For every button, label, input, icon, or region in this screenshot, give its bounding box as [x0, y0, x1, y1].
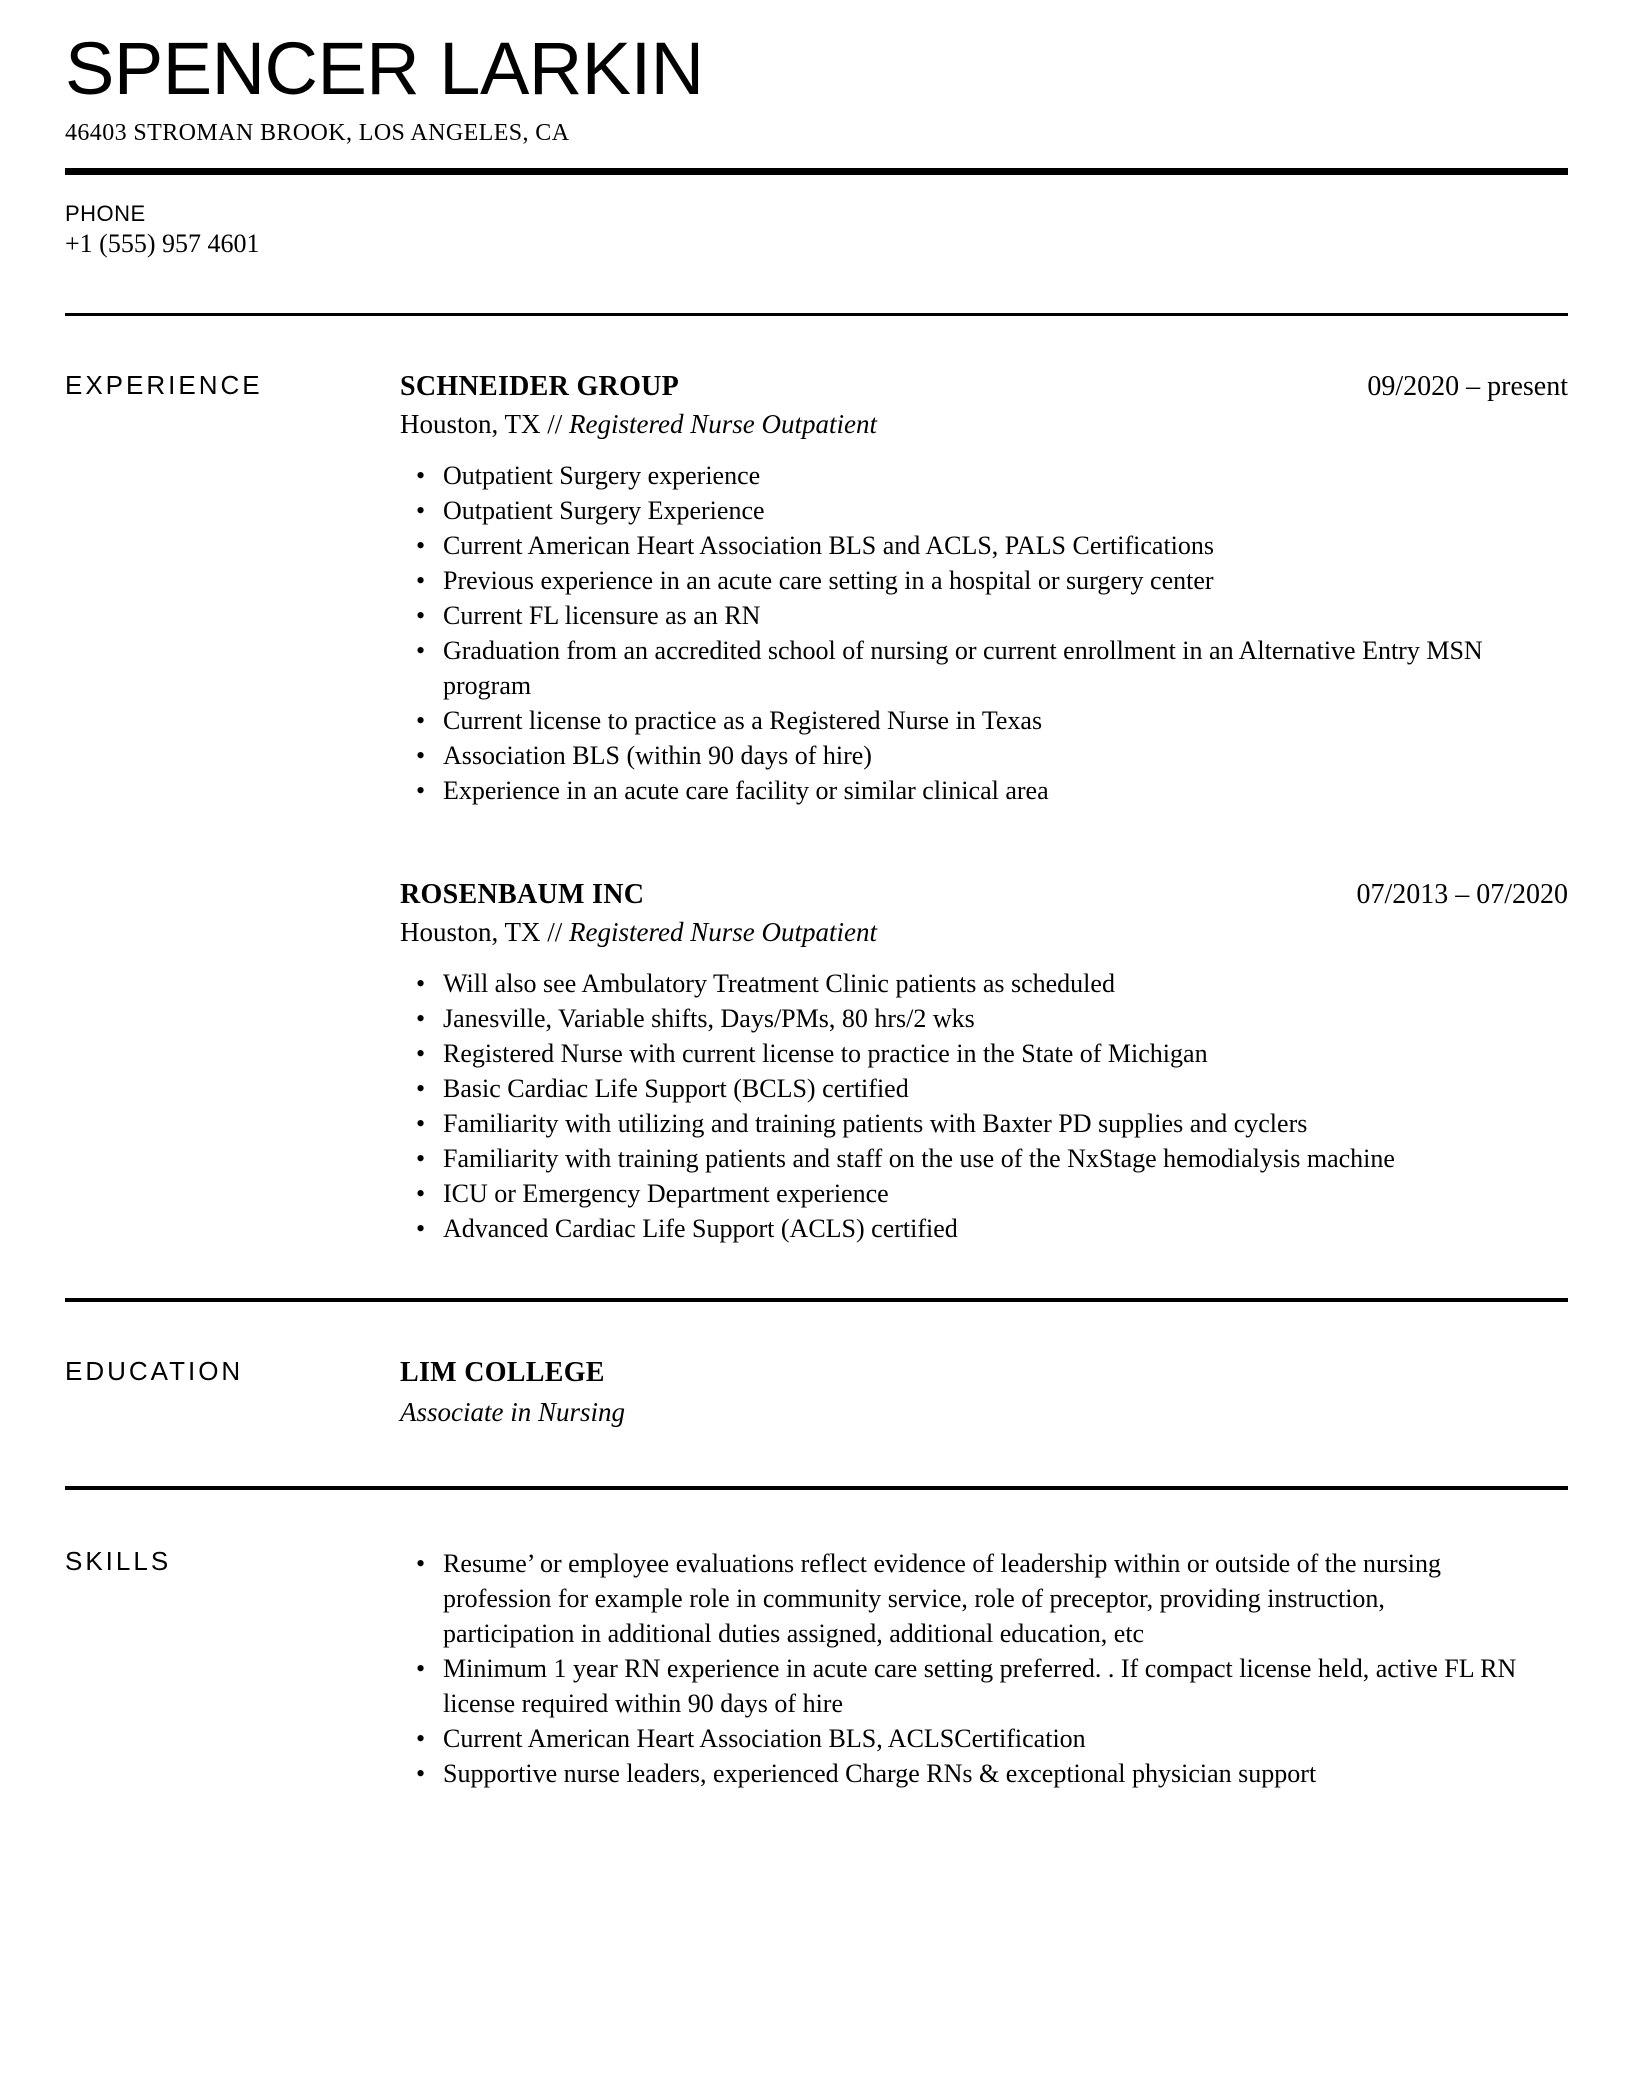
header — [65, 27, 1568, 258]
phone-value: +1 (555) 957 4601 — [65, 229, 260, 258]
skills-section-label: SKILLS — [65, 1545, 172, 1576]
header-divider — [65, 168, 1568, 175]
experience-section — [65, 316, 1568, 1298]
bullet-item: • Current American Heart Association BLS and ACLS, PALS Certifications — [400, 528, 1518, 563]
bullet-item: • Janesville, Variable shifts, Days/PMs, 80 hrs/2 wks — [400, 1001, 1518, 1036]
bullet-item: • Supportive nurse leaders, experienced Charge RNs & exceptional physician support — [400, 1756, 1518, 1791]
entry-header — [400, 370, 1568, 404]
bullet-item: • Outpatient Surgery Experience — [400, 493, 1518, 528]
bullet-item: • Basic Cardiac Life Support (BCLS) certified — [400, 1071, 1518, 1106]
bullet-item: • Registered Nurse with current license to practice in the State of Michigan — [400, 1036, 1518, 1071]
bullet-item: • Resume’ or employee evaluations reflect evidence of leadership within or outside of the nursing profession for example role in community service, role of preceptor, providing instruction, participation in additional duties assigned, additional education, etc — [400, 1546, 1518, 1651]
experience-entry-schneider — [400, 370, 1568, 808]
bullet-item: • Outpatient Surgery experience — [400, 458, 1518, 493]
experience-section-label: EXPERIENCE — [65, 370, 263, 400]
entry-dates: 09/2020 – present — [1367, 371, 1568, 402]
education-section — [65, 1302, 1568, 1486]
entry-separator: // — [547, 408, 563, 439]
entry-header — [400, 878, 1568, 912]
entry-bullet-list — [400, 458, 1518, 808]
entry-dates: 07/2013 – 07/2020 — [1356, 878, 1568, 910]
experience-entry-rosenbaum — [400, 878, 1568, 1246]
degree-line — [400, 1396, 1568, 1428]
bullet-item: • Will also see Ambulatory Treatment Clinic patients as scheduled — [400, 966, 1518, 1001]
bullet-item: • Graduation from an accredited school of nursing or current enrollment in an Alternative Entry MSN program — [400, 633, 1518, 703]
entry-location: Houston, TX — [400, 916, 541, 947]
degree-name: Associate in Nursing — [400, 1396, 626, 1427]
bullet-item: • Experience in an acute care facility or similar clinical area — [400, 773, 1518, 808]
bullet-item: • Current FL licensure as an RN — [400, 598, 1518, 633]
school-name: LIM COLLEGE — [400, 1356, 605, 1388]
skills-section — [65, 1490, 1568, 1791]
bullet-item: • Current license to practice as a Registered Nurse in Texas — [400, 703, 1518, 738]
entry-subtitle — [400, 408, 1568, 440]
bullet-item: • Familiarity with training patients and staff on the use of the NxStage hemodialysis machine — [400, 1141, 1518, 1176]
contact-block — [65, 203, 1568, 257]
entry-location: Houston, TX — [400, 408, 541, 439]
bullet-item: • Current American Heart Association BLS, ACLSCertification — [400, 1721, 1518, 1756]
skills-bullet-list — [400, 1546, 1518, 1791]
experience-content — [400, 370, 1568, 1246]
skills-content — [400, 1546, 1568, 1791]
entry-role: Registered Nurse Outpatient — [569, 916, 877, 947]
bullet-item: • Previous experience in an acute care setting in a hospital or surgery center — [400, 563, 1518, 598]
entry-separator: // — [547, 916, 563, 947]
company-name: SCHNEIDER GROUP — [400, 371, 680, 402]
entry-bullet-list — [400, 966, 1518, 1246]
address-line: 46403 STROMAN BROOK, LOS ANGELES, CA — [65, 120, 570, 146]
education-section-label: EDUCATION — [65, 1355, 244, 1386]
entry-role: Registered Nurse Outpatient — [569, 408, 877, 439]
education-content — [400, 1356, 1568, 1428]
phone-label: PHONE — [65, 201, 146, 226]
bullet-item: • Advanced Cardiac Life Support (ACLS) certified — [400, 1211, 1518, 1246]
person-name: SPENCER LARKIN — [65, 27, 704, 110]
bullet-item: • Familiarity with utilizing and training patients with Baxter PD supplies and cyclers — [400, 1106, 1518, 1141]
bullet-item: • Minimum 1 year RN experience in acute care setting preferred. . If compact license held, active FL RN license required within 90 days of hire — [400, 1651, 1518, 1721]
bullet-item: • ICU or Emergency Department experience — [400, 1176, 1518, 1211]
entry-subtitle — [400, 916, 1568, 948]
company-name: ROSENBAUM INC — [400, 878, 645, 910]
bullet-item: • Association BLS (within 90 days of hire) — [400, 738, 1518, 773]
